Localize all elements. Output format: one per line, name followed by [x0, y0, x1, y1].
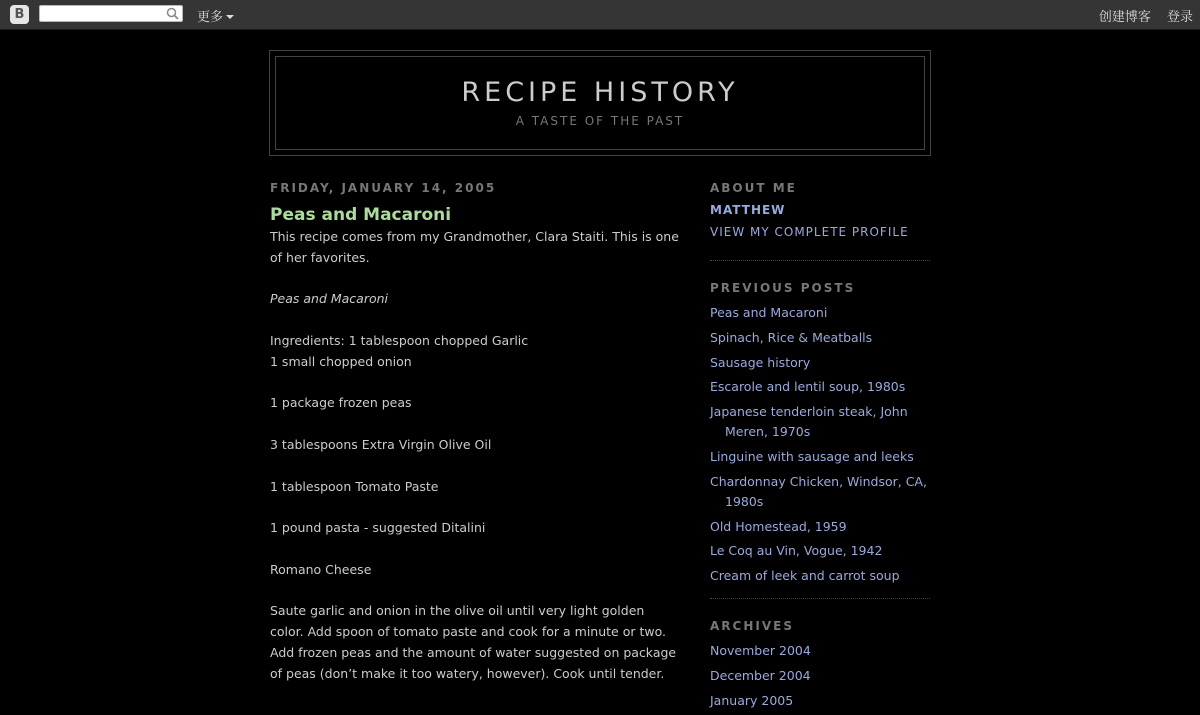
- ingredient-oil: 3 tablespoons Extra Virgin Olive Oil: [270, 436, 492, 452]
- list-item: [710, 327, 930, 347]
- previous-post-link[interactable]: Linguine with sausage and leeks: [710, 448, 914, 464]
- ingredient-pasta: 1 pound pasta - suggested Ditalini: [270, 520, 486, 536]
- sidebar: [710, 180, 930, 715]
- list-item: [710, 665, 930, 685]
- top-navbar: [0, 0, 1200, 30]
- blogger-logo-letter: B: [14, 7, 25, 22]
- ingredient-paste: 1 tablespoon Tomato Paste: [270, 478, 439, 494]
- more-menu-label: 更多: [197, 10, 224, 25]
- blog-tagline: A TASTE OF THE PAST: [515, 114, 685, 128]
- chevron-down-icon: [226, 15, 234, 19]
- archive-link[interactable]: November 2004: [710, 643, 811, 659]
- post-body: [270, 227, 680, 685]
- blog-title[interactable]: RECIPE HISTORY: [461, 77, 739, 108]
- list-item: [710, 376, 930, 396]
- about-name-link[interactable]: MATTHEW: [710, 203, 786, 217]
- search-input[interactable]: [42, 6, 160, 21]
- previous-post-link[interactable]: Spinach, Rice & Meatballs: [710, 329, 873, 345]
- post-intro: This recipe comes from my Grandmother, Clara Staiti. This is one of her favorites.: [270, 229, 679, 265]
- list-item: [710, 540, 930, 560]
- about-heading: ABOUT ME: [710, 181, 797, 195]
- archives-heading: ARCHIVES: [710, 619, 794, 634]
- create-blog-link[interactable]: 创建博客: [1098, 10, 1151, 25]
- previous-post-link[interactable]: Sausage history: [710, 354, 811, 370]
- previous-posts-heading: PREVIOUS POSTS: [710, 281, 856, 295]
- ingredients-line-2: 1 small chopped onion: [270, 353, 412, 369]
- post-title[interactable]: Peas and Macaroni: [270, 205, 452, 225]
- list-item: [710, 352, 930, 372]
- list-item: [710, 516, 930, 536]
- ingredient-peas: 1 package frozen peas: [270, 395, 412, 411]
- main-column: [270, 180, 680, 705]
- archive-link[interactable]: December 2004: [710, 667, 811, 683]
- list-item: [710, 471, 930, 511]
- list-item: [710, 565, 930, 585]
- previous-post-link[interactable]: Japanese tenderloin steak, John Meren, 1970s: [710, 404, 908, 440]
- previous-post-link[interactable]: Le Coq au Vin, Vogue, 1942: [710, 543, 883, 559]
- ingredient-cheese: Romano Cheese: [270, 561, 372, 577]
- search-icon[interactable]: [166, 7, 179, 20]
- archives-list: [710, 640, 930, 710]
- list-item: [710, 401, 930, 441]
- recipe-name: Peas and Macaroni: [270, 291, 389, 307]
- sidebar-divider: [710, 598, 930, 599]
- archive-link[interactable]: January 2005: [710, 692, 794, 708]
- blogger-logo-icon[interactable]: [10, 5, 29, 24]
- previous-post-link[interactable]: Peas and Macaroni: [710, 305, 828, 320]
- search-box[interactable]: [39, 5, 183, 22]
- list-item: [710, 690, 930, 710]
- previous-post-link[interactable]: Old Homestead, 1959: [710, 518, 847, 534]
- post-instructions: Saute garlic and onion in the olive oil until very light golden color. Add spoon of tomato paste and cook for a minute or two. Add frozen peas and the amount of water suggested on package of peas (don’t make it too watery, however). Cook until tender.: [270, 603, 677, 681]
- previous-post-link[interactable]: Escarole and lentil soup, 1980s: [710, 379, 906, 395]
- blog-header-inner: [275, 56, 925, 150]
- previous-posts-list: [710, 302, 930, 585]
- navbar-right-links: [1087, 6, 1193, 25]
- more-menu[interactable]: [197, 6, 234, 25]
- blog-header: [269, 50, 931, 156]
- ingredients-line-1: Ingredients: 1 tablespoon chopped Garlic: [270, 332, 529, 348]
- previous-post-link[interactable]: Chardonnay Chicken, Windsor, CA, 1980s: [710, 473, 927, 509]
- login-link[interactable]: 登录: [1166, 10, 1193, 25]
- list-item: [710, 302, 930, 322]
- list-item: [710, 446, 930, 466]
- previous-post-link[interactable]: Cream of leek and carrot soup: [710, 568, 900, 584]
- view-profile-link[interactable]: VIEW MY COMPLETE PROFILE: [710, 225, 909, 239]
- list-item: [710, 640, 930, 660]
- sidebar-divider: [710, 260, 930, 261]
- post-date: FRIDAY, JANUARY 14, 2005: [270, 181, 497, 195]
